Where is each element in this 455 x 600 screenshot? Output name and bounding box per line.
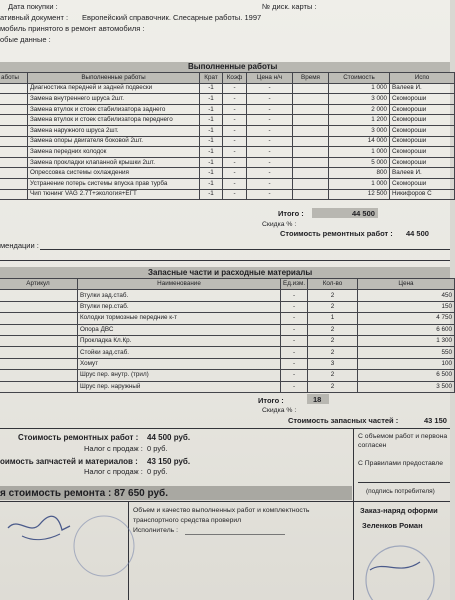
table-row bbox=[0, 347, 455, 358]
table-row bbox=[0, 147, 455, 158]
part-article bbox=[0, 347, 78, 358]
part-price: 100 bbox=[358, 358, 455, 369]
work-price: - bbox=[247, 83, 293, 94]
table-row bbox=[0, 115, 455, 126]
divider bbox=[0, 260, 450, 261]
manager-name: Зеленков Роман bbox=[362, 521, 423, 530]
work-koef: - bbox=[223, 168, 247, 179]
work-price: - bbox=[247, 147, 293, 158]
work-koef: - bbox=[223, 115, 247, 126]
work-cost: 1 000 bbox=[329, 147, 390, 158]
work-krat: -1 bbox=[200, 125, 223, 136]
summary-repair-value: 44 500 руб. bbox=[147, 433, 191, 442]
part-name: Опора ДВС bbox=[78, 324, 281, 335]
divider bbox=[40, 249, 450, 250]
part-unit: - bbox=[281, 358, 308, 369]
agreement-note: С объемом работ и первона bbox=[358, 433, 448, 440]
work-price: - bbox=[247, 136, 293, 147]
work-krat: -1 bbox=[200, 136, 223, 147]
inspection-note-2: транспортного средства проверил bbox=[133, 517, 242, 524]
table-row bbox=[0, 83, 455, 94]
part-name: Стойки зад.стаб. bbox=[78, 347, 281, 358]
work-executor: Скомороши bbox=[390, 94, 455, 105]
summary-parts-value: 43 150 руб. bbox=[147, 457, 191, 466]
work-executor: Скомороши bbox=[390, 157, 455, 168]
col-header: Стоимость bbox=[329, 73, 390, 84]
work-name: Опрессовка системы охлаждения bbox=[28, 168, 200, 179]
part-price: 550 bbox=[358, 347, 455, 358]
work-name: Диагностика передней и задней подвески bbox=[28, 83, 200, 94]
table-row bbox=[0, 313, 455, 324]
signature-line bbox=[358, 482, 450, 483]
work-name: Замена внутреннего шруса 2шт. bbox=[28, 94, 200, 105]
work-name: Замена передних колодок bbox=[28, 147, 200, 158]
works-discount-label: Скидка % : bbox=[262, 221, 297, 228]
work-executor: Скомороши bbox=[390, 147, 455, 158]
table-row bbox=[0, 301, 455, 312]
part-article bbox=[0, 335, 78, 346]
accepted-label: мобиль принятого в ремонт автомобиля : bbox=[0, 24, 145, 33]
executor-label: Исполнитель : bbox=[133, 527, 178, 534]
rules-note: С Правилами предоставле bbox=[358, 460, 444, 467]
order-issued-label: Заказ-наряд оформи bbox=[360, 506, 438, 515]
summary-tax2-label: Налог с продаж : bbox=[84, 467, 143, 476]
part-name: Колодки тормозные передние к-т bbox=[78, 313, 281, 324]
work-koef: - bbox=[223, 157, 247, 168]
part-unit: - bbox=[281, 324, 308, 335]
col-header: Испо bbox=[390, 73, 455, 84]
parts-total-qty: 18 bbox=[313, 395, 322, 404]
work-koef: - bbox=[223, 147, 247, 158]
part-article bbox=[0, 358, 78, 369]
part-qty: 2 bbox=[308, 301, 358, 312]
work-name: Замена втулок и стоек стабилизатора переднего bbox=[28, 115, 200, 126]
summary-tax1-value: 0 руб. bbox=[147, 444, 168, 453]
repair-cost-value: 44 500 bbox=[406, 229, 429, 238]
signature-scribble-icon bbox=[0, 506, 120, 556]
work-name: Чип тюнинг VAG 2.7T+экология+EГТ bbox=[28, 189, 200, 200]
stamp-icon bbox=[360, 540, 450, 590]
part-article bbox=[0, 324, 78, 335]
table-row bbox=[0, 290, 455, 301]
part-name: Шрус пер. внутр. (трил) bbox=[78, 370, 281, 381]
part-price: 4 750 bbox=[358, 313, 455, 324]
work-koef: - bbox=[223, 136, 247, 147]
work-krat: -1 bbox=[200, 104, 223, 115]
work-executor: Скомороши bbox=[390, 104, 455, 115]
works-total-label: Итого : bbox=[278, 209, 304, 218]
work-price: - bbox=[247, 189, 293, 200]
parts-cost-value: 43 150 bbox=[424, 416, 447, 425]
part-price: 6 600 bbox=[358, 324, 455, 335]
part-unit: - bbox=[281, 347, 308, 358]
summary-tax1-label: Налог с продаж : bbox=[84, 444, 143, 453]
part-name: Шрус пер. наружный bbox=[78, 381, 281, 392]
work-cost: 12 500 bbox=[329, 189, 390, 200]
work-name: Замена опоры двигателя боковой 2шт. bbox=[28, 136, 200, 147]
part-article bbox=[0, 301, 78, 312]
work-cost: 2 000 bbox=[329, 104, 390, 115]
work-price: - bbox=[247, 178, 293, 189]
work-cost: 1 000 bbox=[329, 83, 390, 94]
divider bbox=[128, 501, 129, 600]
part-qty: 2 bbox=[308, 347, 358, 358]
disc-card-label: № диск. карты : bbox=[262, 2, 317, 11]
part-article bbox=[0, 313, 78, 324]
col-header: Коэф bbox=[223, 73, 247, 84]
work-krat: -1 bbox=[200, 189, 223, 200]
col-header: Крат bbox=[200, 73, 223, 84]
signature-line bbox=[185, 534, 285, 535]
table-row bbox=[0, 136, 455, 147]
special-data-label: обые данные : bbox=[0, 35, 51, 44]
works-section-title: Выполненные работы bbox=[188, 62, 278, 71]
part-name: Хомут bbox=[78, 358, 281, 369]
table-row bbox=[0, 168, 455, 179]
work-koef: - bbox=[223, 125, 247, 136]
col-header: Кол-во bbox=[308, 279, 358, 290]
part-qty: 3 bbox=[308, 358, 358, 369]
part-qty: 2 bbox=[308, 335, 358, 346]
part-qty: 1 bbox=[308, 313, 358, 324]
parts-discount-label: Скидка % : bbox=[262, 407, 297, 414]
work-krat: -1 bbox=[200, 83, 223, 94]
work-executor: Скомороши bbox=[390, 125, 455, 136]
work-executor: Валеев И. bbox=[390, 83, 455, 94]
part-qty: 2 bbox=[308, 381, 358, 392]
part-price: 150 bbox=[358, 301, 455, 312]
part-qty: 2 bbox=[308, 324, 358, 335]
work-name: Устранение потерь системы впуска прав турба bbox=[28, 178, 200, 189]
table-row bbox=[0, 381, 455, 392]
grand-total: я стоимость ремонта : 87 650 руб. bbox=[0, 488, 168, 499]
work-price: - bbox=[247, 94, 293, 105]
table-row bbox=[0, 157, 455, 168]
work-executor: Никифоров С bbox=[390, 189, 455, 200]
part-unit: - bbox=[281, 301, 308, 312]
work-cost: 800 bbox=[329, 168, 390, 179]
work-cost: 3 000 bbox=[329, 125, 390, 136]
purchase-date-label: Дата покупки : bbox=[8, 2, 58, 11]
work-cost: 3 000 bbox=[329, 94, 390, 105]
part-price: 3 500 bbox=[358, 381, 455, 392]
col-header: Наименование bbox=[78, 279, 281, 290]
parts-header-row bbox=[0, 279, 455, 290]
work-krat: -1 bbox=[200, 147, 223, 158]
work-koef: - bbox=[223, 94, 247, 105]
table-row bbox=[0, 104, 455, 115]
part-unit: - bbox=[281, 370, 308, 381]
work-cost: 1 200 bbox=[329, 115, 390, 126]
works-header-row bbox=[0, 73, 455, 84]
parts-cost-label: Стоимость запасных частей : bbox=[288, 416, 399, 425]
work-cost: 1 000 bbox=[329, 178, 390, 189]
work-krat: -1 bbox=[200, 94, 223, 105]
recommendations-label: мендации : bbox=[0, 241, 39, 250]
table-row bbox=[0, 125, 455, 136]
work-price: - bbox=[247, 115, 293, 126]
work-krat: -1 bbox=[200, 115, 223, 126]
inspection-note: Объем и качество выполненных работ и комплектность bbox=[133, 507, 310, 514]
table-row bbox=[0, 358, 455, 369]
summary-tax2-value: 0 руб. bbox=[147, 467, 168, 476]
part-unit: - bbox=[281, 335, 308, 346]
part-unit: - bbox=[281, 313, 308, 324]
work-cost: 14 000 bbox=[329, 136, 390, 147]
works-table bbox=[0, 72, 455, 200]
work-cost: 5 000 bbox=[329, 157, 390, 168]
col-header: Артикул bbox=[0, 279, 78, 290]
parts-table bbox=[0, 278, 455, 393]
work-price: - bbox=[247, 157, 293, 168]
part-article bbox=[0, 381, 78, 392]
part-price: 450 bbox=[358, 290, 455, 301]
table-row bbox=[0, 94, 455, 105]
work-name: Замена прокладки клапанной крышки 2шт. bbox=[28, 157, 200, 168]
table-row bbox=[0, 189, 455, 200]
work-krat: -1 bbox=[200, 157, 223, 168]
part-qty: 2 bbox=[308, 290, 358, 301]
work-executor: Скомороши bbox=[390, 115, 455, 126]
divider bbox=[353, 428, 354, 600]
part-unit: - bbox=[281, 381, 308, 392]
parts-total-label: Итого : bbox=[258, 396, 284, 405]
col-header: Цена н/ч bbox=[247, 73, 293, 84]
divider bbox=[0, 428, 450, 429]
work-executor: Скомороши bbox=[390, 136, 455, 147]
work-koef: - bbox=[223, 178, 247, 189]
col-header: Ед.изм. bbox=[281, 279, 308, 290]
part-price: 6 500 bbox=[358, 370, 455, 381]
works-total-value: 44 500 bbox=[352, 209, 375, 218]
part-price: 1 300 bbox=[358, 335, 455, 346]
table-row bbox=[0, 335, 455, 346]
table-row bbox=[0, 370, 455, 381]
col-header: Цена bbox=[358, 279, 455, 290]
work-executor: Валеев И. bbox=[390, 168, 455, 179]
work-executor: Скомороши bbox=[390, 178, 455, 189]
client-signature-caption: (подпись потребителя) bbox=[366, 488, 435, 495]
agreement-note-2: согласен bbox=[358, 442, 387, 449]
table-row bbox=[0, 324, 455, 335]
summary-repair-label: Стоимость ремонтных работ : bbox=[18, 433, 139, 442]
part-unit: - bbox=[281, 290, 308, 301]
part-qty: 2 bbox=[308, 370, 358, 381]
part-name: Прокладка Кл.Кр. bbox=[78, 335, 281, 346]
repair-cost-label: Стоимость ремонтных работ : bbox=[280, 229, 393, 238]
work-name: Замена втулок и стоек стабилизатора заднего bbox=[28, 104, 200, 115]
divider bbox=[0, 501, 450, 502]
work-price: - bbox=[247, 168, 293, 179]
part-name: Втулки зад.стаб. bbox=[78, 290, 281, 301]
table-row bbox=[0, 178, 455, 189]
work-name: Замена наружного шруса 2шт. bbox=[28, 125, 200, 136]
normative-doc-label: ативный документ : bbox=[0, 13, 69, 22]
work-krat: -1 bbox=[200, 168, 223, 179]
work-krat: -1 bbox=[200, 178, 223, 189]
col-header: аботы bbox=[0, 73, 28, 84]
normative-doc-value: Европейский справочник. Слесарные работы. 1997 bbox=[82, 13, 262, 22]
col-header: Выполненные работы bbox=[28, 73, 200, 84]
work-price: - bbox=[247, 104, 293, 115]
work-koef: - bbox=[223, 189, 247, 200]
part-article bbox=[0, 290, 78, 301]
work-koef: - bbox=[223, 104, 247, 115]
work-price: - bbox=[247, 125, 293, 136]
work-koef: - bbox=[223, 83, 247, 94]
parts-section-title: Запасные части и расходные материалы bbox=[148, 268, 313, 277]
part-article bbox=[0, 370, 78, 381]
part-name: Втулки пер.стаб. bbox=[78, 301, 281, 312]
summary-parts-label: оимость запчастей и материалов : bbox=[0, 457, 138, 466]
col-header: Время bbox=[293, 73, 329, 84]
